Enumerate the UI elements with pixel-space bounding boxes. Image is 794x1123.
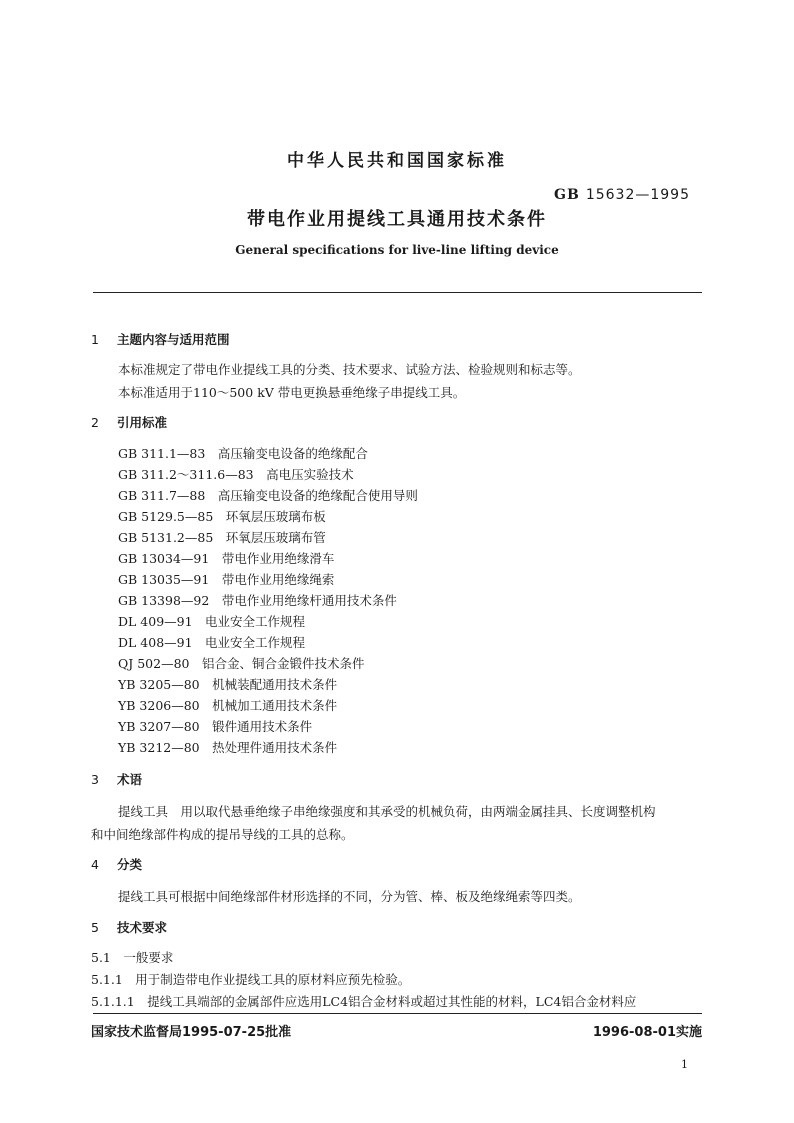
section-5-heading: [91, 918, 167, 936]
section-4-heading: [91, 855, 142, 873]
reference-item: GB 311.7—88 高压输变电设备的绝缘配合使用导则: [118, 488, 418, 503]
section-3-paragraph-line-2: 和中间绝缘部件构成的提吊导线的工具的总称。: [91, 827, 354, 842]
reference-item: DL 409—91 电业安全工作规程: [118, 614, 306, 629]
section-1-paragraph-1: 本标准规定了带电作业提线工具的分类、技术要求、试验方法、检验规则和标志等。: [118, 362, 581, 377]
reference-item: GB 13034—91 带电作业用绝缘滑车: [118, 551, 335, 566]
section-title: 技术要求: [117, 920, 168, 935]
section-title: 主题内容与适用范围: [117, 332, 230, 347]
standard-code: [554, 187, 690, 203]
reference-item: GB 5129.5—85 环氧层压玻璃布板: [118, 509, 326, 524]
section-title: 引用标准: [117, 415, 168, 430]
document-title-en: General specifications for live-line lifting device: [235, 243, 559, 257]
section-3-paragraph-line-1: 提线工具 用以取代悬垂绝缘子串绝缘强度和其承受的机械负荷，由两端金属挂具、长度调整机构: [118, 804, 656, 819]
section-title: 术语: [117, 772, 143, 787]
section-title: 分类: [117, 857, 143, 872]
reference-item: YB 3212—80 热处理件通用技术条件: [118, 740, 338, 755]
section-1-heading: [91, 330, 230, 348]
clause-5-1: 5.1 一般要求: [91, 950, 174, 965]
reference-item: YB 3206—80 机械加工通用技术条件: [118, 698, 338, 713]
clause-5-1-1-1: 5.1.1.1 提线工具端部的金属部件应选用LC4铝合金材料或超过其性能的材料，LC4铝合金材料应: [91, 994, 637, 1009]
section-2-heading: [91, 413, 167, 431]
reference-item: GB 13035—91 带电作业用绝缘绳索: [118, 572, 335, 587]
clause-5-1-1: 5.1.1 用于制造带电作业提线工具的原材料应预先检验。: [91, 972, 411, 987]
reference-item: GB 13398—92 带电作业用绝缘杆通用技术条件: [118, 593, 397, 608]
standard-code-prefix: GB: [554, 187, 580, 203]
national-standard-heading: 中华人民共和国国家标准: [287, 151, 507, 171]
section-3-heading: [91, 770, 142, 788]
page-number: 1: [681, 1058, 688, 1071]
reference-item: QJ 502—80 铝合金、铜合金锻件技术条件: [118, 656, 365, 671]
section-number: 5: [91, 920, 99, 935]
section-4-paragraph: 提线工具可根据中间绝缘部件材形选择的不同，分为管、棒、板及绝缘绳索等四类。: [118, 889, 581, 904]
reference-item: GB 5131.2—85 环氧层压玻璃布管: [118, 530, 326, 545]
section-number: 1: [91, 332, 99, 347]
header-divider: [93, 292, 702, 293]
section-number: 4: [91, 857, 99, 872]
reference-item: YB 3205—80 机械装配通用技术条件: [118, 677, 338, 692]
implementation-date: 1996-08-01实施: [592, 1025, 702, 1040]
reference-item: GB 311.2～311.6—83 高电压实验技术: [118, 467, 354, 482]
section-number: 2: [91, 415, 99, 430]
reference-item: GB 311.1—83 高压输变电设备的绝缘配合: [118, 446, 368, 461]
reference-item: YB 3207—80 锻件通用技术条件: [118, 719, 313, 734]
reference-item: DL 408—91 电业安全工作规程: [118, 635, 306, 650]
section-number: 3: [91, 772, 99, 787]
approval-note: 国家技术监督局1995-07-25批准: [91, 1025, 292, 1040]
section-1-paragraph-2: 本标准适用于110～500 kV 带电更换悬垂绝缘子串提线工具。: [118, 385, 466, 400]
document-title-cn: 带电作业用提线工具通用技术条件: [247, 209, 547, 230]
footer-divider: [93, 1013, 702, 1014]
standard-code-number: 15632—1995: [585, 187, 690, 203]
